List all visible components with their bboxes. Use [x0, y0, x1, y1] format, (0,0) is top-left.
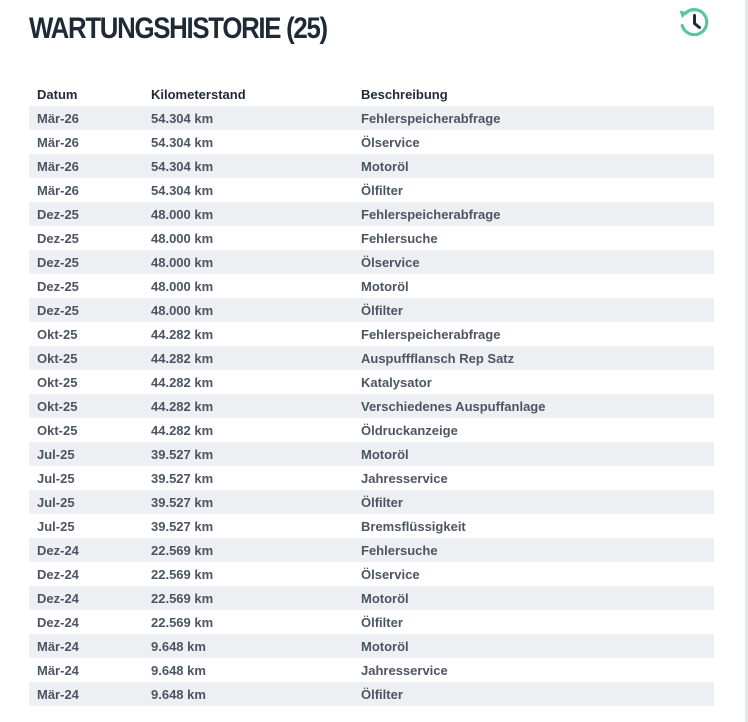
cell-mileage: 22.569 km — [143, 586, 353, 610]
cell-mileage: 9.648 km — [151, 662, 206, 678]
cell-mileage: 22.569 km — [151, 566, 214, 582]
cell-mileage: 39.527 km — [151, 518, 214, 534]
table-row — [29, 298, 714, 322]
cell-mileage: 9.648 km — [143, 634, 353, 658]
cell-date: Mär-24 — [29, 682, 143, 706]
cell-mileage: 48.000 km — [143, 202, 353, 226]
cell-date: Dez-25 — [29, 202, 143, 226]
cell-date: Okt-25 — [29, 394, 143, 418]
cell-date: Okt-25 — [37, 326, 78, 342]
cell-date: Jul-25 — [29, 442, 143, 466]
cell-description: Ölfilter — [353, 298, 714, 322]
cell-mileage: 39.527 km — [143, 442, 353, 466]
cell-description: Auspuffflansch Rep Satz — [353, 346, 714, 370]
cell-description: Fehlerspeicherabfrage — [353, 106, 714, 130]
table-header-row — [29, 82, 714, 106]
table-row — [29, 538, 714, 562]
cell-mileage: 48.000 km — [151, 278, 214, 294]
table-row — [29, 106, 714, 130]
cell-description: Fehlersuche — [353, 538, 714, 562]
cell-description: Fehlerspeicherabfrage — [361, 326, 501, 342]
cell-description: Motoröl — [361, 278, 409, 294]
table-row — [29, 514, 714, 538]
cell-description: Katalysator — [361, 374, 432, 390]
table-row — [29, 682, 714, 706]
table-row — [29, 370, 714, 394]
cell-description: Ölfilter — [361, 182, 403, 198]
history-icon[interactable] — [676, 4, 712, 40]
cell-description: Fehlerspeicherabfrage — [353, 202, 714, 226]
cell-date: Dez-25 — [37, 230, 79, 246]
cell-description: Ölfilter — [353, 490, 714, 514]
cell-date: Okt-25 — [37, 422, 78, 438]
table-row — [29, 274, 714, 298]
cell-date: Mär-24 — [37, 662, 79, 678]
cell-date: Okt-25 — [37, 374, 78, 390]
table-row — [29, 154, 714, 178]
cell-mileage: 54.304 km — [151, 134, 214, 150]
cell-date: Jul-25 — [37, 518, 75, 534]
cell-mileage: 44.282 km — [143, 394, 353, 418]
cell-description: Motoröl — [353, 586, 714, 610]
cell-mileage: 44.282 km — [151, 374, 214, 390]
cell-description: Motoröl — [353, 442, 714, 466]
cell-description: Motoröl — [353, 634, 714, 658]
table-row — [29, 562, 714, 586]
cell-date: Jul-25 — [29, 490, 143, 514]
cell-mileage: 39.527 km — [143, 490, 353, 514]
table-row — [29, 178, 714, 202]
cell-mileage: 54.304 km — [143, 154, 353, 178]
table-row — [29, 466, 714, 490]
cell-date: Okt-25 — [29, 346, 143, 370]
table-row — [29, 346, 714, 370]
cell-date: Dez-25 — [37, 278, 79, 294]
maintenance-history-table — [29, 82, 714, 706]
cell-description: Verschiedenes Auspuffanlage — [353, 394, 714, 418]
cell-date: Dez-24 — [29, 538, 143, 562]
cell-description: Ölservice — [361, 566, 420, 582]
column-header-description: Beschreibung — [361, 86, 448, 102]
table-row — [29, 394, 714, 418]
table-body — [29, 106, 714, 706]
cell-mileage: 54.304 km — [143, 106, 353, 130]
cell-description: Öldruckanzeige — [361, 422, 458, 438]
page-title: WARTUNGSHISTORIE (25) — [29, 12, 327, 45]
cell-mileage: 48.000 km — [143, 250, 353, 274]
table-row — [29, 634, 714, 658]
cell-mileage: 44.282 km — [151, 422, 214, 438]
cell-date: Dez-25 — [29, 298, 143, 322]
cell-description: Motoröl — [353, 154, 714, 178]
cell-date: Mär-24 — [29, 634, 143, 658]
cell-mileage: 22.569 km — [143, 538, 353, 562]
cell-description: Ölservice — [361, 134, 420, 150]
table-row — [29, 586, 714, 610]
cell-date: Dez-24 — [37, 566, 79, 582]
table-row — [29, 226, 714, 250]
cell-description: Jahresservice — [361, 470, 448, 486]
table-row — [29, 418, 714, 442]
cell-date: Mär-26 — [37, 182, 79, 198]
cell-date: Mär-26 — [29, 106, 143, 130]
cell-mileage: 22.569 km — [151, 614, 214, 630]
cell-mileage: 48.000 km — [151, 230, 214, 246]
column-header-date: Datum — [37, 86, 78, 102]
table-row — [29, 130, 714, 154]
cell-mileage: 48.000 km — [143, 298, 353, 322]
table-row — [29, 490, 714, 514]
table-row — [29, 322, 714, 346]
cell-date: Jul-25 — [37, 470, 75, 486]
cell-mileage: 39.527 km — [151, 470, 214, 486]
cell-date: Mär-26 — [29, 154, 143, 178]
column-header-mileage: Kilometerstand — [151, 86, 246, 102]
cell-date: Mär-26 — [37, 134, 79, 150]
table-row — [29, 442, 714, 466]
cell-description: Bremsflüssigkeit — [361, 518, 466, 534]
cell-date: Dez-24 — [29, 586, 143, 610]
cell-mileage: 54.304 km — [151, 182, 214, 198]
cell-mileage: 9.648 km — [143, 682, 353, 706]
cell-description: Ölfilter — [353, 682, 714, 706]
cell-description: Ölservice — [353, 250, 714, 274]
cell-description: Ölfilter — [361, 614, 403, 630]
table-row — [29, 658, 714, 682]
cell-date: Dez-25 — [29, 250, 143, 274]
cell-mileage: 44.282 km — [143, 346, 353, 370]
cell-description: Fehlersuche — [361, 230, 438, 246]
table-row — [29, 610, 714, 634]
cell-mileage: 44.282 km — [151, 326, 214, 342]
table-row — [29, 250, 714, 274]
table-row — [29, 202, 714, 226]
cell-date: Dez-24 — [37, 614, 79, 630]
cell-description: Jahresservice — [361, 662, 448, 678]
